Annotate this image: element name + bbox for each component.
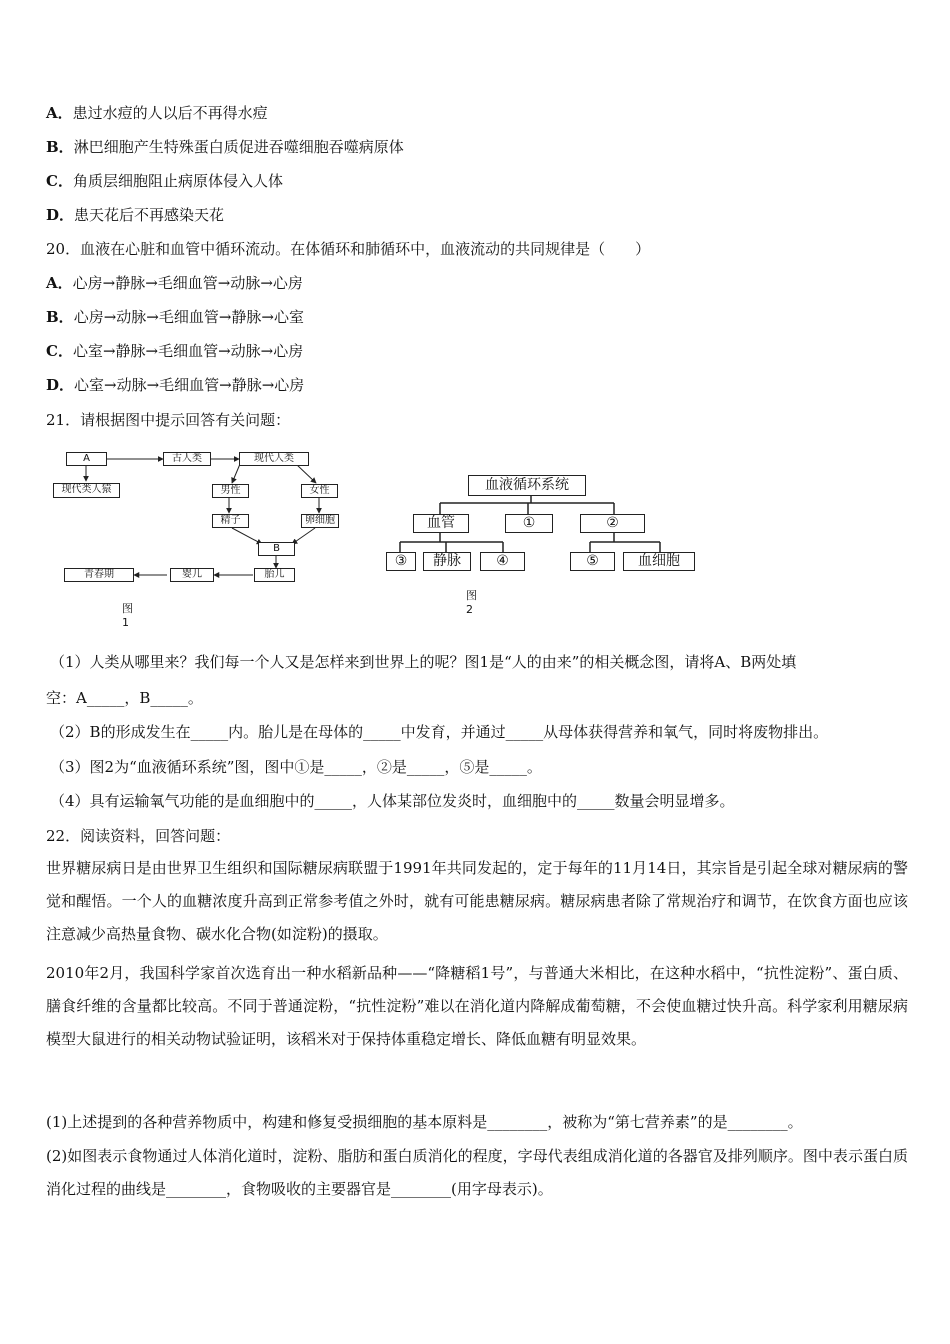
q22-sub2: (2)如图表示食物通过人体消化道时，淀粉、脂肪和蛋白质消化的程度，字母代表组成消化道的各器官及排列顺序。图中表示蛋白质消化过程的曲线是________，食物吸收的主要器官是________(用字母表示)。 [46, 1147, 908, 1198]
fig2-node-5: ⑤ [570, 552, 615, 571]
q21-sub1-line1: （1）人类从哪里来？我们每一个人又是怎样来到世界上的呢？图1是“人的由来”的相关概念图，请将A、B两处填 [50, 653, 797, 671]
fig2-node-blood-cells: 血细胞 [623, 552, 695, 571]
q20-stem: 20．血液在心脏和血管中循环流动。在体循环和肺循环中，血液流动的共同规律是（ ） [46, 240, 651, 258]
fig2-node-1: ① [505, 514, 553, 533]
fig2-caption: 图2 [466, 589, 477, 616]
q22-sub1: (1)上述提到的各种营养物质中，构建和修复受损细胞的基本原料是________，被称为“第七营养素”的是________。 [46, 1113, 803, 1131]
q20-option-d: D．心室→动脉→毛细血管→静脉→心房 [46, 376, 305, 394]
fig1-node-sperm: 精子 [212, 514, 249, 528]
q21-sub3: （3）图2为“血液循环系统”图，图中①是_____，②是_____，⑤是_____。 [50, 758, 542, 776]
q19-option-d: D．患天花后不再感染天花 [46, 206, 225, 224]
fig1-node-a: A [66, 452, 107, 466]
q21-stem: 21．请根据图中提示回答有关问题： [46, 411, 291, 429]
fig1-caption: 图1 [122, 602, 133, 629]
fig1-node-youth: 青春期 [64, 568, 134, 582]
q21-sub4: （4）具有运输氧气功能的是血细胞中的_____，人体某部位发炎时，血细胞中的_____数量会明显增多。 [50, 792, 735, 810]
q20-option-b: B．心房→动脉→毛细血管→静脉→心室 [46, 308, 304, 326]
q20-option-a: A．心房→静脉→毛细血管→动脉→心房 [46, 274, 303, 292]
fig1-node-egg: 卵细胞 [301, 514, 339, 528]
fig2-node-vein: 静脉 [423, 552, 471, 571]
fig2-node-root: 血液循环系统 [468, 475, 586, 496]
fig1-node-fetus: 胎儿 [254, 568, 295, 582]
q21-sub1-line2: 空：A_____，B_____。 [46, 689, 203, 707]
fig1-node-b: B [258, 542, 295, 556]
fig1-node-male: 男性 [212, 484, 249, 498]
fig1-node-infant: 婴儿 [170, 568, 214, 582]
q22-paragraph-1: 世界糖尿病日是由世界卫生组织和国际糖尿病联盟于1991年共同发起的，定于每年的11月14日，其宗旨是引起全球对糖尿病的警觉和醒悟。一个人的血糖浓度升高到正常参考值之外时，就有可能患糖尿病。糖尿病患者除了常规治疗和调节，在饮食方面也应该注意减少高热量食物、碳水化合物(如淀粉)的摄取。 [46, 859, 908, 943]
q20-option-c: C．心室→静脉→毛细血管→动脉→心房 [46, 342, 304, 360]
q19-option-b: B．淋巴细胞产生特殊蛋白质促进吞噬细胞吞噬病原体 [46, 138, 404, 156]
q21-sub2: （2）B的形成发生在_____内。胎儿是在母体的_____中发育，并通过_____从母体获得营养和氧气，同时将废物排出。 [50, 723, 829, 741]
q22-paragraph-2: 2010年2月，我国科学家首次选育出一种水稻新品种——“降糖稻1号”，与普通大米相比，在这种水稻中，“抗性淀粉”、蛋白质、膳食纤维的含量都比较高。不同于普通淀粉，“抗性淀粉”难以在消化道内降解成葡萄糖，不会使血糖过快升高。科学家利用糖尿病模型大鼠进行的相关动物试验证明，该稻米对于保持体重稳定增长、降低血糖有明显效果。 [46, 964, 908, 1048]
q22-stem: 22．阅读资料，回答问题： [46, 827, 231, 845]
fig1-node-ape: 现代类人猿 [53, 483, 120, 498]
q19-option-c: C．角质层细胞阻止病原体侵入人体 [46, 172, 283, 190]
fig2-node-4: ④ [480, 552, 525, 571]
fig2-node-vessel: 血管 [413, 514, 469, 533]
fig2-node-3: ③ [386, 552, 416, 571]
figure-2-tree-lines [0, 0, 950, 620]
fig1-node-female: 女性 [301, 484, 338, 498]
fig2-node-2: ② [580, 514, 645, 533]
fig1-node-ancient-human: 古人类 [163, 452, 211, 466]
fig1-node-modern-human: 现代人类 [239, 452, 309, 466]
q19-option-a: A．患过水痘的人以后不再得水痘 [46, 104, 268, 122]
